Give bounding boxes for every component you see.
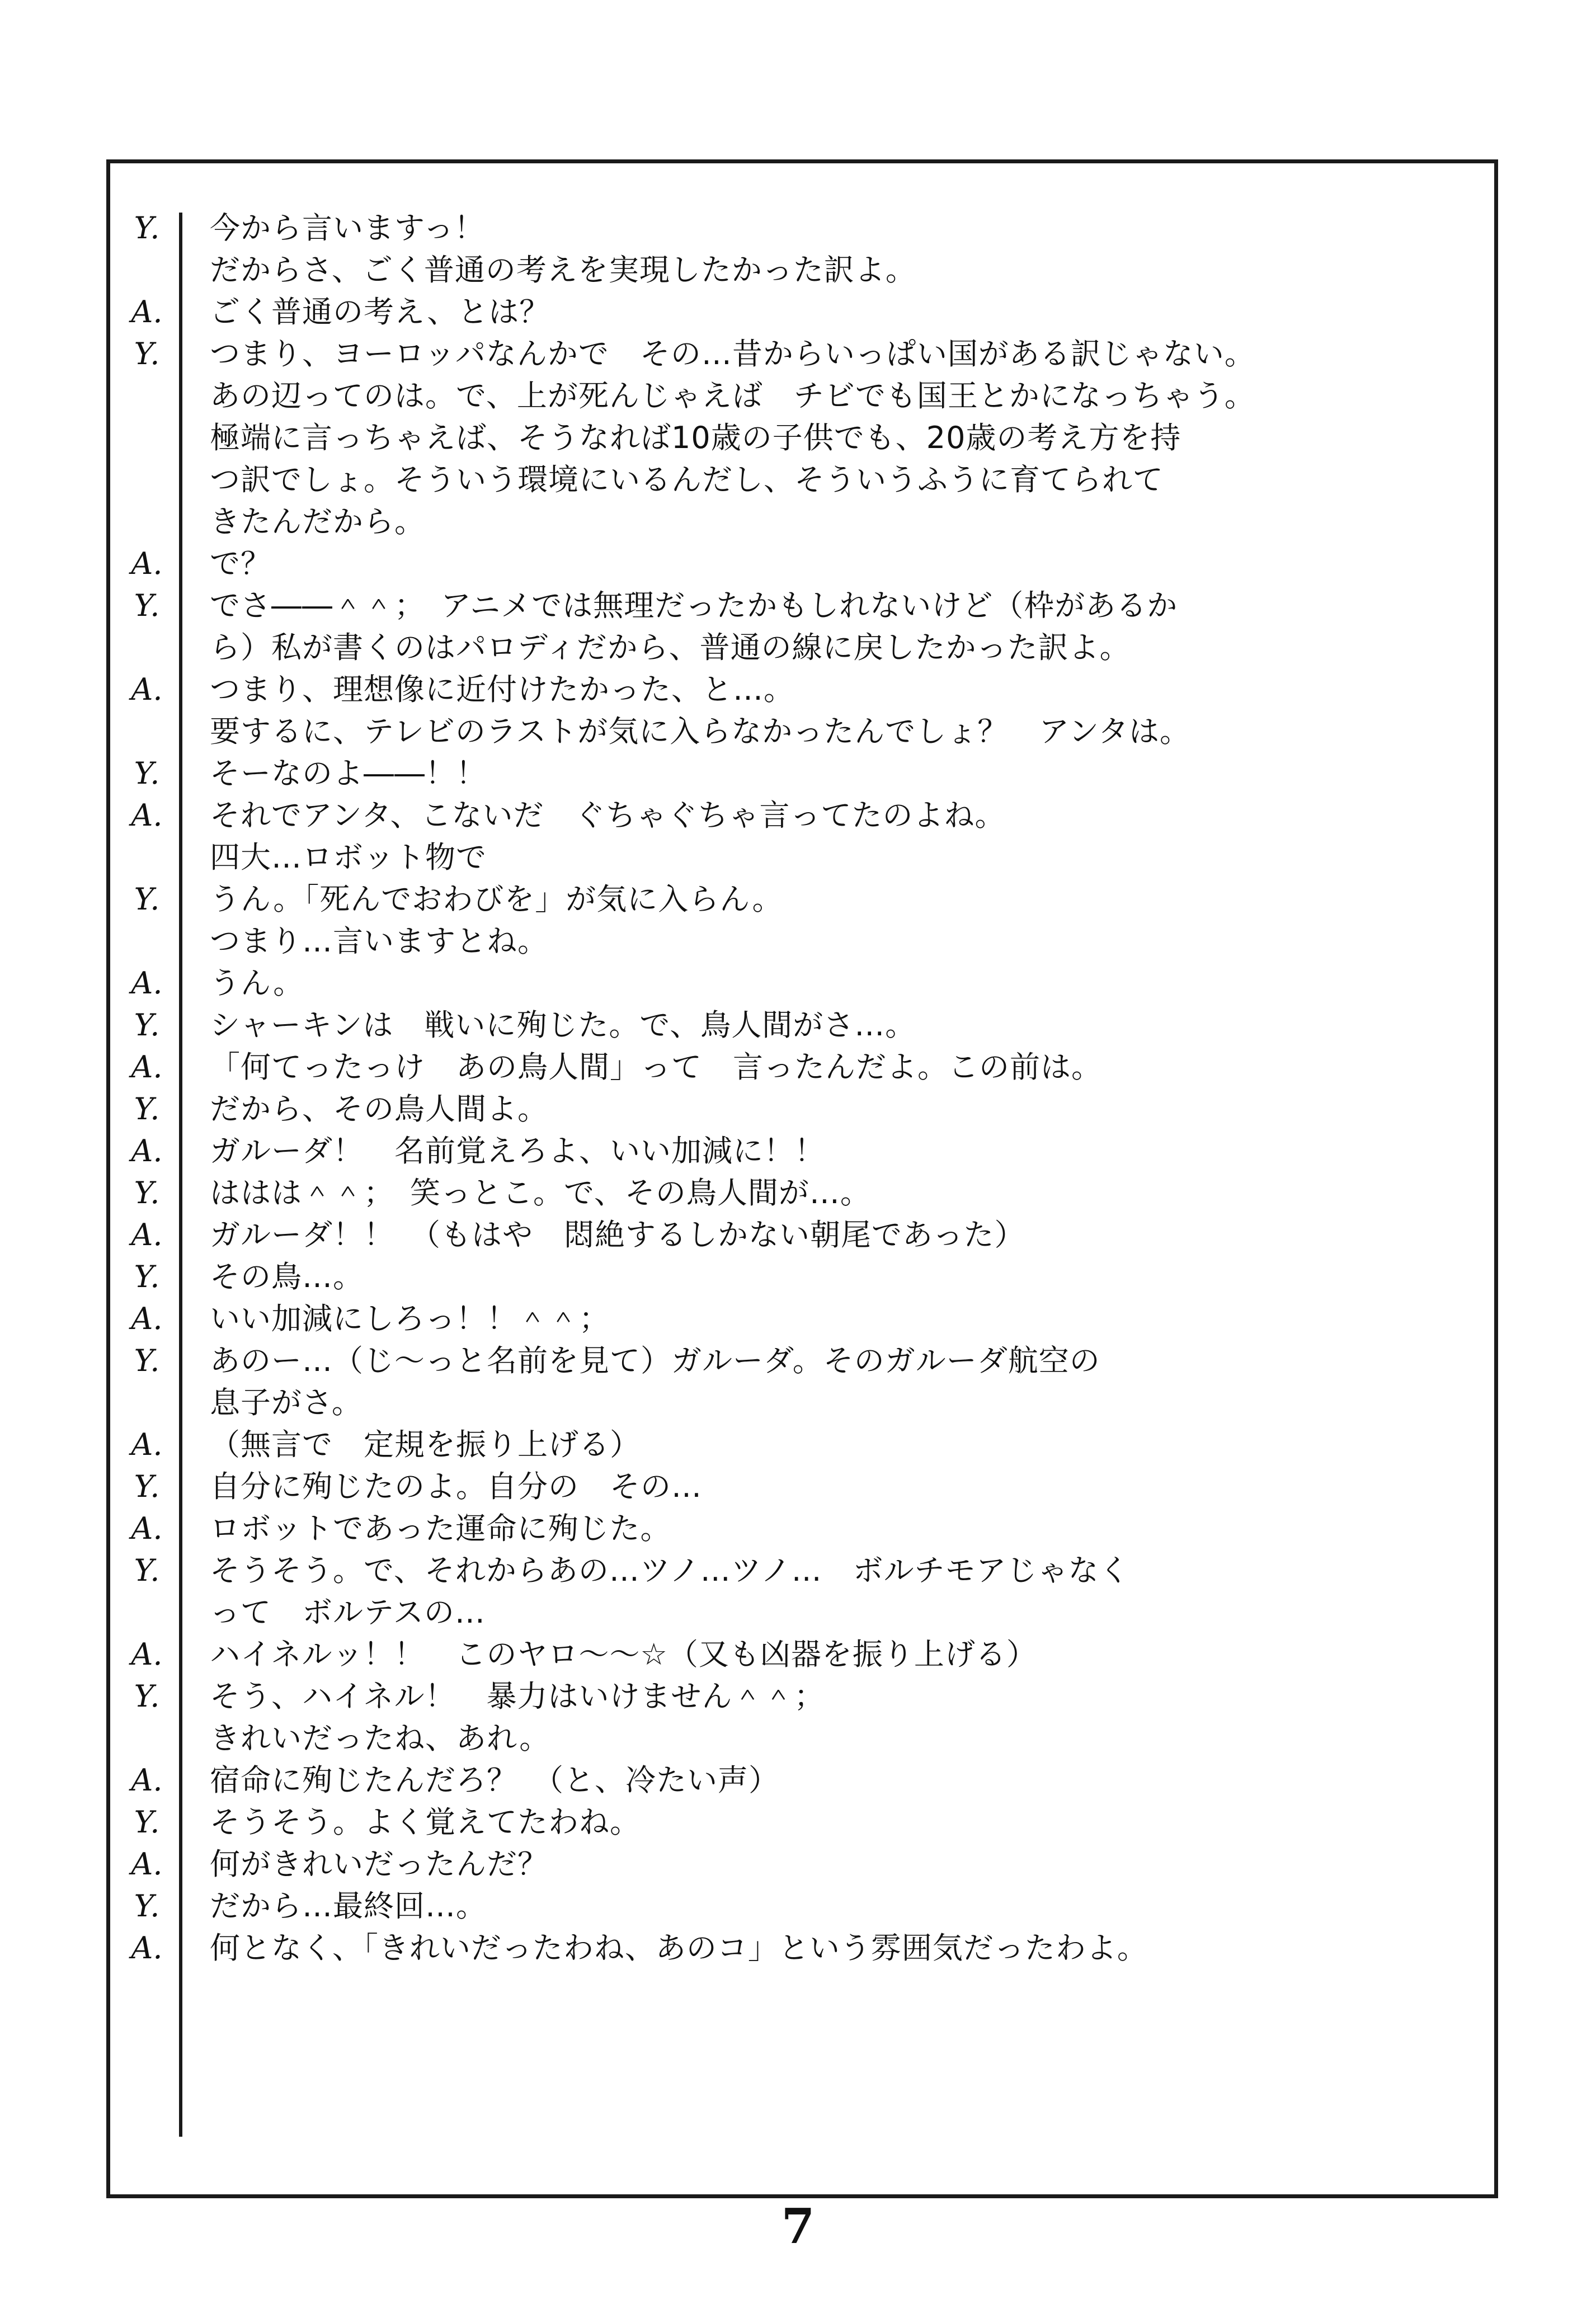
dialogue-text: きれいだったね、あれ。 xyxy=(210,1721,550,1756)
speaker-label: A. xyxy=(131,1763,163,1798)
dialogue-line xyxy=(115,878,1491,920)
speaker-label: Y. xyxy=(134,1469,160,1504)
dialogue-text: 宿命に殉じたんだろ？ （と、冷たい声） xyxy=(210,1763,779,1798)
dialogue-text: うん。 xyxy=(210,965,304,1001)
speaker-label: A. xyxy=(131,1511,163,1546)
dialogue-text: つ訳でしょ。そういう環境にいるんだし、そういうふうに育てられて xyxy=(210,462,1164,497)
speaker-label: A. xyxy=(131,294,163,329)
speaker-label: A. xyxy=(131,1637,163,1672)
dialogue-line xyxy=(115,1298,1491,1340)
speaker-label: Y. xyxy=(134,210,160,246)
dialogue-text: そうそう。で、それからあの…ツノ…ツノ… ボルチモアじゃなく xyxy=(210,1553,1130,1588)
dialogue-line xyxy=(115,1549,1491,1591)
speaker-label: Y. xyxy=(134,882,160,917)
dialogue-line xyxy=(115,1088,1491,1130)
dialogue-line xyxy=(115,1843,1491,1885)
dialogue-text: 極端に言っちゃえば、そうなれば10歳の子供でも、20歳の考え方を持 xyxy=(210,420,1181,455)
dialogue-text: 「何てったっけ あの鳥人間」って 言ったんだよ。この前は。 xyxy=(210,1049,1102,1085)
dialogue-text: 何となく、「きれいだったわね、あのコ」という雰囲気だったわよ。 xyxy=(210,1930,1148,1966)
dialogue-line xyxy=(115,962,1491,1004)
dialogue-text: シャーキンは 戦いに殉じた。で、鳥人間がさ…。 xyxy=(210,1007,916,1043)
speaker-label: Y. xyxy=(134,1888,160,1924)
speaker-label: A. xyxy=(131,546,163,581)
dialogue-text: って ボルテスの… xyxy=(210,1595,486,1630)
dialogue-line xyxy=(115,1130,1491,1172)
dialogue-line xyxy=(115,543,1491,585)
speaker-label: A. xyxy=(131,965,163,1001)
dialogue-line xyxy=(115,626,1491,668)
dialogue-text: だからさ、ごく普通の考えを実現したかった訳よ。 xyxy=(210,252,916,288)
dialogue-line xyxy=(115,249,1491,291)
dialogue-line xyxy=(115,1004,1491,1046)
dialogue-text: その鳥…。 xyxy=(210,1259,364,1294)
dialogue-line xyxy=(115,668,1491,710)
dialogue-text: 今から言いますっ！ xyxy=(210,210,485,246)
dialogue-line xyxy=(115,1717,1491,1759)
dialogue-line xyxy=(115,585,1491,626)
dialogue-line xyxy=(115,375,1491,417)
dialogue-line xyxy=(115,1927,1491,1969)
dialogue-line xyxy=(115,1591,1491,1633)
dialogue-line xyxy=(115,501,1491,543)
speaker-label: Y. xyxy=(134,1091,160,1127)
speaker-label: Y. xyxy=(134,756,160,791)
dialogue-text: ガルーダ！！ （もはや 悶絶するしかない朝尾であった） xyxy=(210,1217,1025,1252)
speaker-label: Y. xyxy=(134,1343,160,1378)
dialogue-text: それでアンタ、こないだ ぐちゃぐちゃ言ってたのよね。 xyxy=(210,798,1006,833)
speaker-label: A. xyxy=(131,1049,163,1085)
dialogue-text: 何がきれいだったんだ？ xyxy=(210,1846,548,1882)
dialogue-line xyxy=(115,1801,1491,1843)
dialogue-text: つまり、理想像に近付けたかった、と…。 xyxy=(210,672,794,707)
dialogue-line xyxy=(115,1424,1491,1465)
dialogue-line xyxy=(115,1759,1491,1801)
dialogue-line xyxy=(115,459,1491,501)
dialogue-text: （無言で 定規を振り上げる） xyxy=(210,1427,641,1462)
dialogue-text: ら）私が書くのはパロディだから、普通の線に戻したかった訳よ。 xyxy=(210,630,1131,665)
speaker-label: A. xyxy=(131,1301,163,1336)
dialogue-text: ごく普通の考え、とは？ xyxy=(210,294,550,329)
dialogue-line xyxy=(115,1675,1491,1717)
dialogue-line xyxy=(115,710,1491,752)
dialogue-line xyxy=(115,1340,1491,1382)
dialogue-block xyxy=(115,207,1491,1969)
speaker-label: Y. xyxy=(134,336,160,371)
dialogue-line xyxy=(115,1046,1491,1088)
dialogue-line xyxy=(115,1465,1491,1507)
dialogue-line xyxy=(115,1256,1491,1298)
speaker-label: Y. xyxy=(134,1259,160,1294)
dialogue-text: でさ――＾＾； アニメでは無理だったかもしれないけど（枠があるか xyxy=(210,588,1178,623)
speaker-label: A. xyxy=(131,1217,163,1252)
dialogue-text: 四大…ロボット物で xyxy=(210,840,487,875)
dialogue-text: そう、ハイネル！ 暴力はいけません＾＾； xyxy=(210,1679,825,1714)
speaker-label: A. xyxy=(131,798,163,833)
dialogue-line xyxy=(115,794,1491,836)
dialogue-text: 要するに、テレビのラストが気に入らなかったんでしょ？ アンタは。 xyxy=(210,714,1190,749)
dialogue-line xyxy=(115,920,1491,962)
dialogue-text: そーなのよ――！！ xyxy=(210,756,487,791)
dialogue-text: ガルーダ！ 名前覚えろよ、いい加減に！！ xyxy=(210,1133,825,1168)
speaker-label: A. xyxy=(131,1133,163,1168)
dialogue-text: で？ xyxy=(210,546,271,581)
dialogue-line xyxy=(115,752,1491,794)
speaker-label: Y. xyxy=(134,1679,160,1714)
dialogue-text: ははは＾＾； 笑っとこ。で、その鳥人間が…。 xyxy=(210,1175,871,1210)
dialogue-text: うん。「死んでおわびを」が気に入らん。 xyxy=(210,882,783,917)
dialogue-line xyxy=(115,333,1491,375)
dialogue-text: つまり…言いますとね。 xyxy=(210,923,548,959)
speaker-label: Y. xyxy=(134,1175,160,1210)
speaker-label: Y. xyxy=(134,1007,160,1043)
dialogue-text: そうそう。よく覚えてたわね。 xyxy=(210,1804,641,1840)
dialogue-line xyxy=(115,207,1491,249)
speaker-label: Y. xyxy=(134,1804,160,1840)
dialogue-text: いい加減にしろっ！！＾＾； xyxy=(210,1301,610,1336)
speaker-label: A. xyxy=(131,1846,163,1882)
dialogue-text: きたんだから。 xyxy=(210,504,425,539)
dialogue-line xyxy=(115,1172,1491,1214)
dialogue-line xyxy=(115,1214,1491,1256)
dialogue-text: つまり、ヨーロッパなんかで その…昔からいっぱい国がある訳じゃない。 xyxy=(210,336,1255,371)
dialogue-text: ロボットであった運命に殉じた。 xyxy=(210,1511,671,1546)
dialogue-text: 自分に殉じたのよ。自分の その… xyxy=(210,1469,702,1504)
speaker-label: Y. xyxy=(134,588,160,623)
dialogue-line xyxy=(115,1507,1491,1549)
dialogue-line xyxy=(115,291,1491,333)
dialogue-line xyxy=(115,417,1491,459)
dialogue-line xyxy=(115,836,1491,878)
speaker-label: A. xyxy=(131,1930,163,1966)
page-number: 7 xyxy=(781,2198,815,2255)
dialogue-text: だから、その鳥人間よ。 xyxy=(210,1091,548,1127)
dialogue-text: あのー…（じ～っと名前を見て）ガルーダ。そのガルーダ航空の xyxy=(210,1343,1100,1378)
dialogue-text: あの辺ってのは。で、上が死んじゃえば チビでも国王とかになっちゃう。 xyxy=(210,378,1255,413)
speaker-label: Y. xyxy=(134,1553,160,1588)
dialogue-text: ハイネルッ！！ このヤロ～～☆（又も凶器を振り上げる） xyxy=(210,1637,1037,1672)
speaker-label: A. xyxy=(131,672,163,707)
dialogue-line xyxy=(115,1633,1491,1675)
dialogue-line xyxy=(115,1382,1491,1424)
dialogue-line xyxy=(115,1885,1491,1927)
dialogue-text: 息子がさ。 xyxy=(210,1385,362,1420)
speaker-label: A. xyxy=(131,1427,163,1462)
dialogue-text: だから…最終回…。 xyxy=(210,1888,487,1924)
